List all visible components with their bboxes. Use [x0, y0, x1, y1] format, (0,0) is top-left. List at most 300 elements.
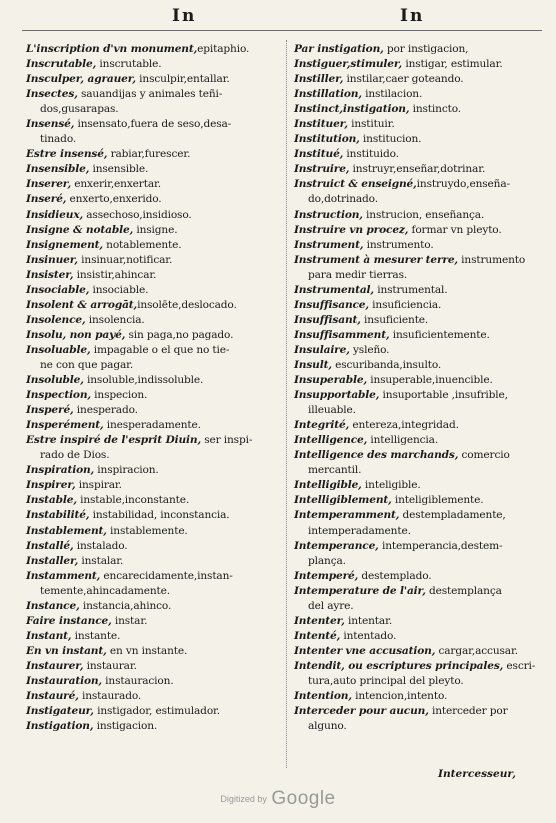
entry-headword: Insperé,: [26, 404, 74, 417]
entry-first-line: [26, 298, 284, 313]
entry-headword: Inscrutable,: [26, 58, 97, 71]
entry-headword: Instauration,: [26, 674, 102, 687]
header-right: In: [400, 6, 425, 26]
entry-first-line: [26, 659, 284, 674]
dictionary-entry: [26, 674, 284, 689]
dictionary-entry: [26, 192, 284, 207]
entry-definition: ne con que pagar.: [40, 358, 134, 371]
entry-continuation-line: [294, 524, 544, 539]
entry-definition: sin paga,no pagado.: [125, 328, 234, 341]
entry-headword: Intenter vne accusation,: [294, 644, 436, 657]
dictionary-entry: [294, 629, 544, 644]
entry-first-line: [294, 508, 544, 523]
entry-first-line: [294, 132, 544, 147]
entry-first-line: [26, 223, 284, 238]
dictionary-entry: [26, 283, 284, 298]
entry-first-line: [294, 584, 544, 599]
entry-headword: Instigateur,: [26, 705, 94, 718]
entry-definition: interceder por: [428, 705, 508, 718]
entry-definition: instancia,ahinco.: [79, 599, 172, 612]
dictionary-entry: [294, 644, 544, 659]
dictionary-entry: [294, 223, 544, 238]
dictionary-entry: [294, 373, 544, 388]
dictionary-entry: [294, 72, 544, 87]
entry-definition: inesperadamente.: [103, 419, 201, 432]
entry-first-line: [26, 629, 284, 644]
entry-headword: Insoluable,: [26, 343, 91, 356]
entry-first-line: [294, 313, 544, 328]
entry-definition: ysleño.: [349, 343, 390, 356]
entry-definition: formar vn pleyto.: [408, 223, 502, 236]
dictionary-entry: [26, 689, 284, 704]
dictionary-entry: [26, 599, 284, 614]
entry-headword: Inseré,: [26, 193, 67, 206]
entry-first-line: [26, 388, 284, 403]
entry-first-line: [26, 87, 284, 102]
entry-definition: instigador, estimulador.: [93, 705, 221, 718]
entry-first-line: [294, 418, 544, 433]
entry-definition: insuficiencia.: [368, 298, 442, 311]
dictionary-entry: [26, 554, 284, 569]
entry-definition: rabiar,furescer.: [107, 148, 191, 161]
entry-definition: instigar, estimular.: [402, 58, 503, 71]
entry-headword: Insuperable,: [294, 374, 367, 387]
watermark-prefix: Digitized by: [220, 794, 267, 804]
entry-headword: Estre inspiré de l'esprit Diuin,: [26, 434, 202, 447]
entry-definition: intentar.: [344, 614, 393, 627]
dictionary-entry: [26, 238, 284, 253]
dictionary-entry: [294, 478, 544, 493]
entry-headword: Insuffisamment,: [294, 328, 390, 341]
entry-definition: insensible.: [89, 163, 149, 176]
entry-first-line: [26, 373, 284, 388]
entry-first-line: [26, 57, 284, 72]
entry-headword: Intention,: [294, 690, 352, 703]
dictionary-entry: [26, 403, 284, 418]
entry-first-line: [294, 478, 544, 493]
dictionary-entry: [26, 433, 284, 463]
entry-first-line: [294, 72, 544, 87]
dictionary-entry: [26, 373, 284, 388]
dictionary-entry: [294, 448, 544, 478]
dictionary-entry: [294, 584, 544, 614]
entry-first-line: [294, 102, 544, 117]
entry-first-line: [26, 599, 284, 614]
entry-headword: Insensible,: [26, 163, 90, 176]
entry-first-line: [26, 208, 284, 223]
entry-first-line: [294, 238, 544, 253]
entry-definition: insistir,ahincar.: [73, 268, 157, 281]
dictionary-entry: [26, 388, 284, 403]
entry-headword: Intemperance,: [294, 539, 379, 552]
entry-definition: instalado.: [73, 539, 128, 552]
entry-headword: Instauré,: [26, 690, 79, 703]
entry-definition: comercio: [458, 449, 510, 462]
entry-first-line: [294, 358, 544, 373]
entry-definition: intelligencia.: [367, 434, 439, 447]
entry-headword: Inserer,: [26, 178, 71, 191]
entry-first-line: [26, 418, 284, 433]
dictionary-entry: [26, 478, 284, 493]
entry-first-line: [26, 72, 284, 87]
entry-headword: Intelligence des marchands,: [294, 449, 459, 462]
entry-headword: Integrité,: [294, 419, 350, 432]
entry-continuation-line: [294, 674, 544, 689]
entry-first-line: [294, 689, 544, 704]
digitization-watermark: [0, 788, 556, 810]
entry-headword: Faire instance,: [26, 614, 112, 627]
entry-first-line: [294, 373, 544, 388]
entry-definition: instante.: [71, 629, 121, 642]
entry-headword: Insolu, non payé,: [26, 328, 126, 341]
entry-continuation-line: [294, 719, 544, 734]
dictionary-entry: [294, 539, 544, 569]
entry-headword: Insuffisance,: [294, 298, 369, 311]
entry-first-line: [294, 493, 544, 508]
entry-headword: Inspirer,: [26, 479, 76, 492]
entry-definition: instable,inconstante.: [76, 494, 190, 507]
entry-headword: Estre insensé,: [26, 148, 108, 161]
dictionary-entry: [294, 659, 544, 689]
entry-headword: Instiguer,stimuler,: [294, 58, 403, 71]
entry-first-line: [26, 524, 284, 539]
dictionary-entry: [294, 283, 544, 298]
entry-first-line: [294, 117, 544, 132]
dictionary-entry: [26, 418, 284, 433]
entry-headword: Instamment,: [26, 569, 101, 582]
entry-continuation-line: [294, 554, 544, 569]
entry-definition: en vn instante.: [106, 644, 188, 657]
entry-first-line: [294, 162, 544, 177]
entry-definition: insuportable ,insufrible,: [379, 389, 508, 402]
running-header: [0, 6, 556, 32]
entry-headword: En vn instant,: [26, 644, 107, 657]
dictionary-entry: [26, 268, 284, 283]
entry-headword: Intenter,: [294, 614, 345, 627]
entry-definition: insensato,fuera de seso,desa-: [74, 118, 232, 131]
entry-definition: epitaphio.: [197, 43, 250, 55]
entry-definition: temente,ahincadamente.: [40, 584, 170, 597]
dictionary-entry: [294, 388, 544, 418]
entry-headword: Insperément,: [26, 419, 104, 432]
entry-headword: Insensé,: [26, 118, 75, 131]
entry-definition: mercantil.: [308, 464, 362, 477]
entry-definition: insculpir,entallar.: [135, 73, 230, 86]
entry-headword: Installé,: [26, 539, 74, 552]
dictionary-entry: [26, 569, 284, 599]
entry-definition: destempladamente,: [399, 509, 506, 522]
entry-headword: Instaurer,: [26, 659, 84, 672]
dictionary-entry: [294, 117, 544, 132]
entry-definition: para medir tierras.: [308, 268, 408, 281]
entry-first-line: [294, 614, 544, 629]
entry-continuation-line: [294, 463, 544, 478]
entry-first-line: [294, 629, 544, 644]
entry-first-line: [294, 283, 544, 298]
entry-definition: instaurar.: [83, 659, 137, 672]
entry-headword: Intemperature de l'air,: [294, 584, 426, 597]
dictionary-entry: [294, 162, 544, 177]
entry-definition: por instigacion,: [383, 43, 469, 55]
dictionary-entry: [26, 644, 284, 659]
entry-headword: Instabilité,: [26, 509, 90, 522]
dictionary-entry: [294, 147, 544, 162]
entry-first-line: [26, 478, 284, 493]
dictionary-entry: [294, 569, 544, 584]
dictionary-entry: [294, 42, 544, 57]
dictionary-entry: [294, 358, 544, 373]
entry-headword: Par instigation,: [294, 43, 384, 55]
entry-headword: Intemperé,: [294, 569, 359, 582]
entry-headword: Insult,: [294, 358, 332, 371]
entry-definition: insoluble,indissoluble.: [83, 374, 204, 387]
entry-headword: Intenté,: [294, 629, 341, 642]
entry-headword: Instinct,instigation,: [294, 103, 410, 116]
entry-continuation-line: [294, 192, 544, 207]
entry-first-line: [26, 147, 284, 162]
dictionary-entry: [26, 147, 284, 162]
dictionary-entry: [26, 614, 284, 629]
entry-headword: Instituer,: [294, 118, 348, 131]
entry-continuation-line: [26, 584, 284, 599]
entry-definition: rado de Dios.: [40, 449, 110, 462]
entry-definition: instituido.: [343, 148, 399, 161]
entry-first-line: [26, 117, 284, 132]
entry-headword: Intemperamment,: [294, 509, 400, 522]
entry-definition: intentado.: [340, 629, 397, 642]
entry-first-line: [26, 569, 284, 584]
entry-definition: inspiracion.: [94, 464, 159, 477]
watermark-brand: Google: [271, 788, 336, 809]
entry-definition: instrumento: [457, 253, 526, 266]
entry-first-line: [26, 493, 284, 508]
entry-headword: Insuffisant,: [294, 313, 361, 326]
entry-definition: inteligiblemente.: [391, 494, 484, 507]
entry-headword: Instruire vn procez,: [294, 223, 409, 236]
dictionary-entry: [294, 328, 544, 343]
entry-definition: sauandijas y animales teñi-: [77, 88, 223, 101]
column-divider: [286, 40, 287, 768]
entry-definition: instruydo,enseña-: [416, 178, 510, 191]
entry-headword: Institué,: [294, 148, 344, 161]
catchword: Intercesseur,: [438, 768, 516, 780]
dictionary-entry: [294, 493, 544, 508]
entry-headword: Insignement,: [26, 238, 103, 251]
entry-headword: Insociable,: [26, 283, 90, 296]
entry-first-line: [26, 508, 284, 523]
entry-first-line: [294, 448, 544, 463]
entry-headword: Instigation,: [26, 720, 94, 733]
entry-definition: intemperancia,destem-: [378, 539, 503, 552]
entry-definition: entereza,integridad.: [349, 419, 459, 432]
entry-definition: do,dotrinado.: [308, 193, 378, 206]
dictionary-entry: [26, 539, 284, 554]
entry-first-line: [294, 569, 544, 584]
entry-definition: cargar,accusar.: [435, 644, 518, 657]
entry-continuation-line: [26, 102, 284, 117]
entry-headword: Instable,: [26, 494, 77, 507]
entry-definition: instilar,caer goteando.: [343, 73, 464, 86]
entry-headword: Insidieux,: [26, 208, 84, 221]
entry-definition: instauracion.: [101, 674, 174, 687]
dictionary-entry: [26, 72, 284, 87]
entry-definition: instaurado.: [78, 690, 142, 703]
entry-first-line: [26, 403, 284, 418]
dictionary-entry: [26, 719, 284, 734]
entry-definition: destemplado.: [358, 569, 432, 582]
entry-definition: insigne.: [133, 223, 178, 236]
dictionary-entry: [26, 87, 284, 117]
dictionary-entry: [294, 418, 544, 433]
entry-first-line: [26, 238, 284, 253]
entry-first-line: [26, 689, 284, 704]
dictionary-entry: [26, 253, 284, 268]
dictionary-entry: [294, 614, 544, 629]
entry-headword: Intelligiblement,: [294, 494, 392, 507]
dictionary-entry: [26, 659, 284, 674]
entry-first-line: [294, 42, 544, 57]
entry-definition: instrumental.: [373, 283, 448, 296]
entry-headword: Insectes,: [26, 88, 78, 101]
entry-first-line: [26, 343, 284, 358]
entry-first-line: [26, 719, 284, 734]
entry-definition: instalar.: [78, 554, 124, 567]
entry-headword: Instance,: [26, 599, 80, 612]
dictionary-entry: [294, 238, 544, 253]
dictionary-entry: [294, 313, 544, 328]
entry-definition: destemplança: [425, 584, 502, 597]
dictionary-entry: [26, 208, 284, 223]
entry-first-line: [294, 223, 544, 238]
entry-first-line: [294, 433, 544, 448]
entry-headword: Intelligence,: [294, 434, 368, 447]
entry-first-line: [26, 192, 284, 207]
entry-first-line: [26, 644, 284, 659]
entry-definition: insinuar,notificar.: [77, 253, 173, 266]
entry-first-line: [26, 313, 284, 328]
dictionary-entry: [26, 629, 284, 644]
entry-first-line: [294, 147, 544, 162]
left-column: [26, 42, 284, 734]
dictionary-entry: [26, 177, 284, 192]
entry-definition: instincto.: [409, 103, 461, 116]
dictionary-entry: [294, 177, 544, 207]
entry-definition: instituir.: [347, 118, 395, 131]
header-rule: [22, 30, 542, 31]
entry-first-line: [26, 177, 284, 192]
entry-first-line: [294, 253, 544, 268]
dictionary-entry: [26, 524, 284, 539]
entry-definition: instar.: [111, 614, 148, 627]
dictionary-entry: [294, 508, 544, 538]
entry-definition: del ayre.: [308, 599, 354, 612]
entry-definition: alguno.: [308, 720, 347, 733]
dictionary-entry: [294, 57, 544, 72]
entry-headword: Instiller,: [294, 73, 344, 86]
entry-headword: Instruict & enseigné,: [294, 178, 417, 191]
entry-headword: Insupportable,: [294, 389, 380, 402]
entry-definition: inspecion.: [90, 389, 148, 402]
entry-definition: impagable o el que no tie-: [90, 343, 230, 356]
dictionary-entry: [294, 102, 544, 117]
dictionary-entry: [294, 433, 544, 448]
entry-definition: insuperable,inuencible.: [366, 374, 493, 387]
entry-definition: inscrutable.: [96, 58, 162, 71]
dictionary-entry: [26, 704, 284, 719]
dictionary-entry: [294, 343, 544, 358]
entry-definition: inesperado.: [73, 404, 138, 417]
entry-headword: Instant,: [26, 629, 72, 642]
dictionary-entry: [26, 343, 284, 373]
entry-definition: insociable.: [89, 283, 149, 296]
entry-definition: notablemente.: [102, 238, 182, 251]
dictionary-entry: [294, 208, 544, 223]
entry-definition: enxerir,enxertar.: [70, 178, 161, 191]
entry-headword: Insolence,: [26, 313, 86, 326]
right-column: [294, 42, 544, 734]
entry-definition: insolēte,deslocado.: [137, 298, 237, 311]
dictionary-entry: [26, 508, 284, 523]
entry-definition: ser inspi-: [201, 434, 253, 447]
entry-headword: L'inscription d'vn monument,: [26, 43, 198, 55]
entry-first-line: [26, 268, 284, 283]
entry-headword: Institution,: [294, 133, 360, 146]
entry-definition: illeuable.: [308, 404, 356, 417]
entry-definition: inteligible.: [361, 479, 421, 492]
entry-first-line: [294, 87, 544, 102]
entry-definition: enxerto,enxerido.: [66, 193, 162, 206]
entry-first-line: [26, 42, 284, 57]
entry-definition: insuficientemente.: [389, 328, 490, 341]
entry-first-line: [26, 328, 284, 343]
entry-headword: Instablement,: [26, 524, 107, 537]
entry-definition: assechoso,insidioso.: [83, 208, 192, 221]
entry-headword: Intelligible,: [294, 479, 362, 492]
entry-definition: instruyr,enseñar,dotrinar.: [349, 163, 486, 176]
entry-definition: insolencia.: [85, 313, 145, 326]
entry-definition: inspirar.: [75, 479, 122, 492]
entry-headword: Intendit, ou escriptures principales,: [294, 659, 504, 672]
dictionary-entry: [294, 704, 544, 734]
entry-definition: instabilidad, inconstancia.: [89, 509, 230, 522]
entry-first-line: [26, 463, 284, 478]
dictionary-entry: [26, 57, 284, 72]
dictionary-entry: [26, 493, 284, 508]
entry-headword: Insigne & notable,: [26, 223, 134, 236]
entry-definition: escri-: [503, 659, 536, 672]
dictionary-entry: [294, 689, 544, 704]
entry-headword: Instruire,: [294, 163, 350, 176]
entry-definition: dos,gusarapas.: [40, 103, 119, 116]
entry-first-line: [26, 283, 284, 298]
entry-definition: tinado.: [40, 133, 77, 146]
entry-continuation-line: [294, 403, 544, 418]
entry-continuation-line: [26, 132, 284, 147]
dictionary-entry: [294, 253, 544, 283]
dictionary-entry: [26, 162, 284, 177]
entry-headword: Insolent & arrogāt,: [26, 298, 138, 311]
dictionary-entry: [26, 42, 284, 57]
dictionary-entry: [26, 313, 284, 328]
entry-continuation-line: [26, 358, 284, 373]
entry-definition: institucion.: [359, 133, 422, 146]
entry-first-line: [294, 177, 544, 192]
entry-definition: instrucion, enseñança.: [362, 208, 485, 221]
header-left: In: [172, 6, 197, 26]
entry-first-line: [294, 704, 544, 719]
dictionary-entry: [26, 223, 284, 238]
entry-first-line: [294, 659, 544, 674]
